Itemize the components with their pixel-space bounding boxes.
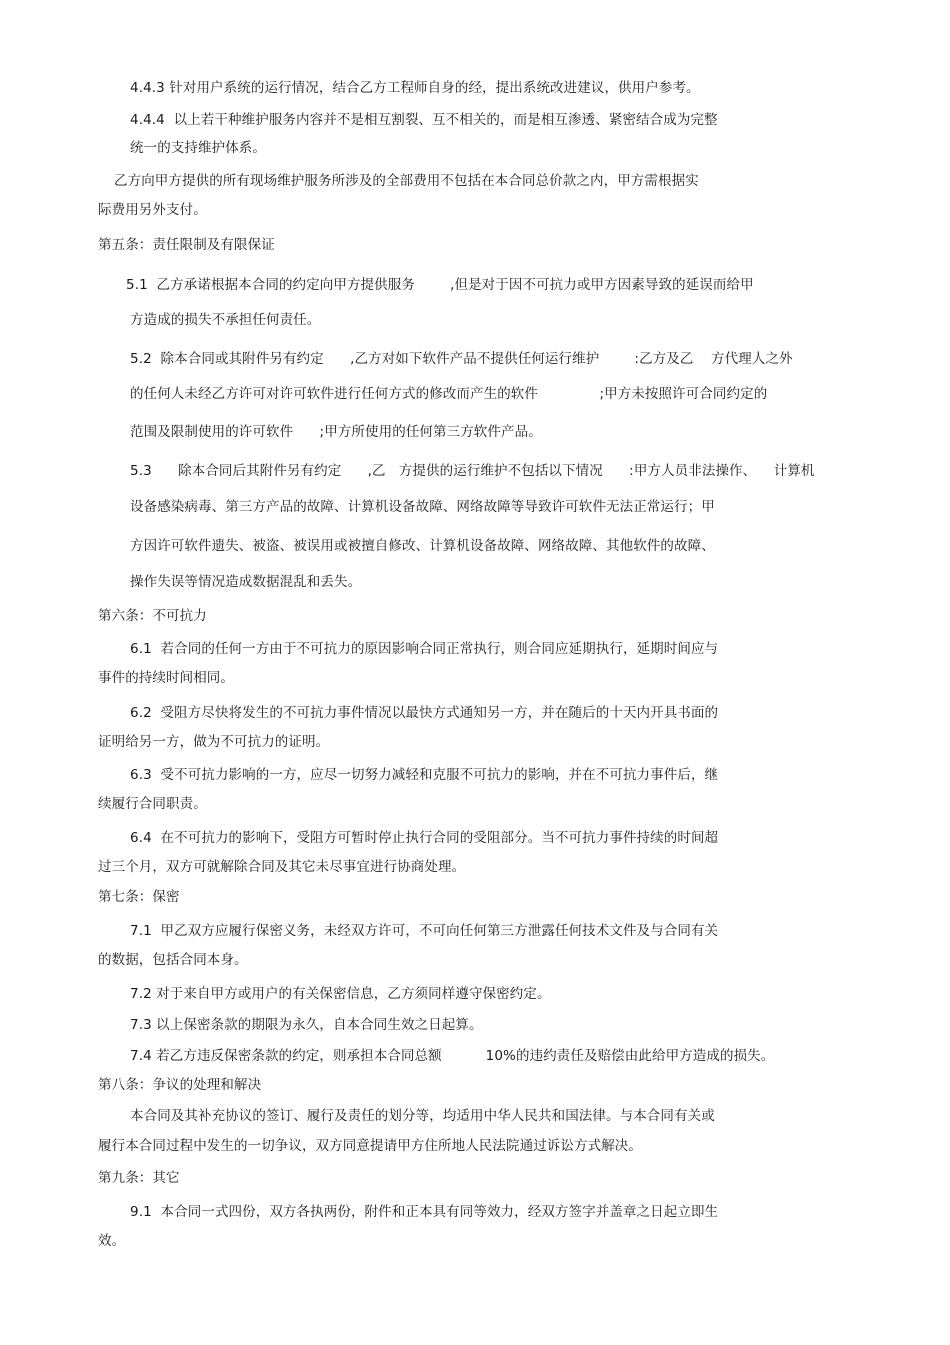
section-heading-9: 第九条：其它 xyxy=(98,1170,180,1186)
section-heading-8: 第八条：争议的处理和解决 xyxy=(98,1077,262,1093)
clause-4-4-4: 4.4.4 以上若干种维护服务内容并不是相互割裂、互不相关的，而是相互渗透、紧密结合成为完整 xyxy=(130,112,718,128)
clause-5-3-cont-1: 设备感染病毒、第三方产品的故障、计算机设备故障、网络故障等导致许可软件无法正常运行；甲 xyxy=(130,499,715,515)
section-heading-5: 第五条：责任限制及有限保证 xyxy=(98,237,275,253)
section-heading-7: 第七条：保密 xyxy=(98,889,180,905)
clause-5-3: 5.3 除本合同后其附件另有约定 ,乙 方提供的运行维护不包括以下情况 :甲方人员非法操作、 计算机 xyxy=(130,463,815,479)
clause-9-1: 9.1 本合同一式四份，双方各执两份，附件和正本具有同等效力，经双方签字并盖章之日起立即生 xyxy=(130,1204,719,1220)
paragraph-fees: 乙方向甲方提供的所有现场维护服务所涉及的全部费用不包括在本合同总价款之内，甲方需根据实 xyxy=(114,173,699,189)
paragraph-disputes: 本合同及其补充协议的签订、履行及责任的划分等，均适用中华人民共和国法律。与本合同有关或 xyxy=(130,1108,715,1124)
section-heading-6: 第六条：不可抗力 xyxy=(98,608,207,624)
clause-6-1-cont: 事件的持续时间相同。 xyxy=(98,670,234,686)
clause-7-4: 7.4 若乙方违反保密条款的约定，则承担本合同总额 10%的违约责任及赔偿由此给甲方造成的损失。 xyxy=(130,1048,775,1064)
clause-5-2-cont-1: 的任何人未经乙方许可对许可软件进行任何方式的修改而产生的软件 ;甲方未按照许可合同约定的 xyxy=(130,386,768,402)
paragraph-fees-cont: 际费用另外支付。 xyxy=(98,202,207,218)
clause-7-1: 7.1 甲乙双方应履行保密义务，未经双方许可，不可向任何第三方泄露任何技术文件及与合同有关 xyxy=(130,923,719,939)
clause-6-4-cont: 过三个月，双方可就解除合同及其它未尽事宜进行协商处理。 xyxy=(98,859,466,875)
clause-5-1: 5.1 乙方承诺根据本合同的约定向甲方提供服务 ,但是对于因不可抗力或甲方因素导致的延误而给甲 xyxy=(126,277,754,293)
clause-5-2-cont-2: 范围及限制使用的许可软件 ;甲方所使用的任何第三方软件产品。 xyxy=(130,424,542,440)
clause-4-4-3: 4.4.3 针对用户系统的运行情况，结合乙方工程师自身的经，提出系统改进建议，供用户参考。 xyxy=(130,80,700,96)
clause-7-3: 7.3 以上保密条款的期限为永久，自本合同生效之日起算。 xyxy=(130,1017,483,1033)
clause-6-1: 6.1 若合同的任何一方由于不可抗力的原因影响合同正常执行，则合同应延期执行，延期时间应与 xyxy=(130,641,719,657)
clause-6-3: 6.3 受不可抗力影响的一方，应尽一切努力减轻和克服不可抗力的影响，并在不可抗力事件后，继 xyxy=(130,767,719,783)
clause-4-4-4-cont: 统一的支持维护体系。 xyxy=(130,140,266,156)
clause-5-2: 5.2 除本合同或其附件另有约定 ,乙方对如下软件产品不提供任何运行维护 :乙方及乙 方代理人之外 xyxy=(130,351,793,367)
clause-6-2-cont: 证明给另一方，做为不可抗力的证明。 xyxy=(98,734,330,750)
clause-7-1-cont: 的数据，包括合同本身。 xyxy=(98,952,248,968)
clause-9-1-cont: 效。 xyxy=(98,1233,126,1249)
clause-5-3-cont-3: 操作失误等情况造成数据混乱和丢失。 xyxy=(130,574,362,590)
clause-6-4: 6.4 在不可抗力的影响下，受阻方可暂时停止执行合同的受阻部分。当不可抗力事件持续的时间超 xyxy=(130,830,719,846)
clause-5-3-cont-2: 方因许可软件遗失、被盗、被误用或被擅自修改、计算机设备故障、网络故障、其他软件的故障、 xyxy=(130,538,715,554)
clause-6-3-cont: 续履行合同职责。 xyxy=(98,796,207,812)
clause-5-1-cont: 方造成的损失不承担任何责任。 xyxy=(130,312,321,328)
clause-6-2: 6.2 受阻方尽快将发生的不可抗力事件情况以最快方式通知另一方，并在随后的十天内开具书面的 xyxy=(130,705,719,721)
paragraph-disputes-cont: 履行本合同过程中发生的一切争议，双方同意提请甲方住所地人民法院通过诉讼方式解决。 xyxy=(98,1138,642,1154)
clause-7-2: 7.2 对于来自甲方或用户的有关保密信息，乙方须同样遵守保密约定。 xyxy=(130,986,551,1002)
